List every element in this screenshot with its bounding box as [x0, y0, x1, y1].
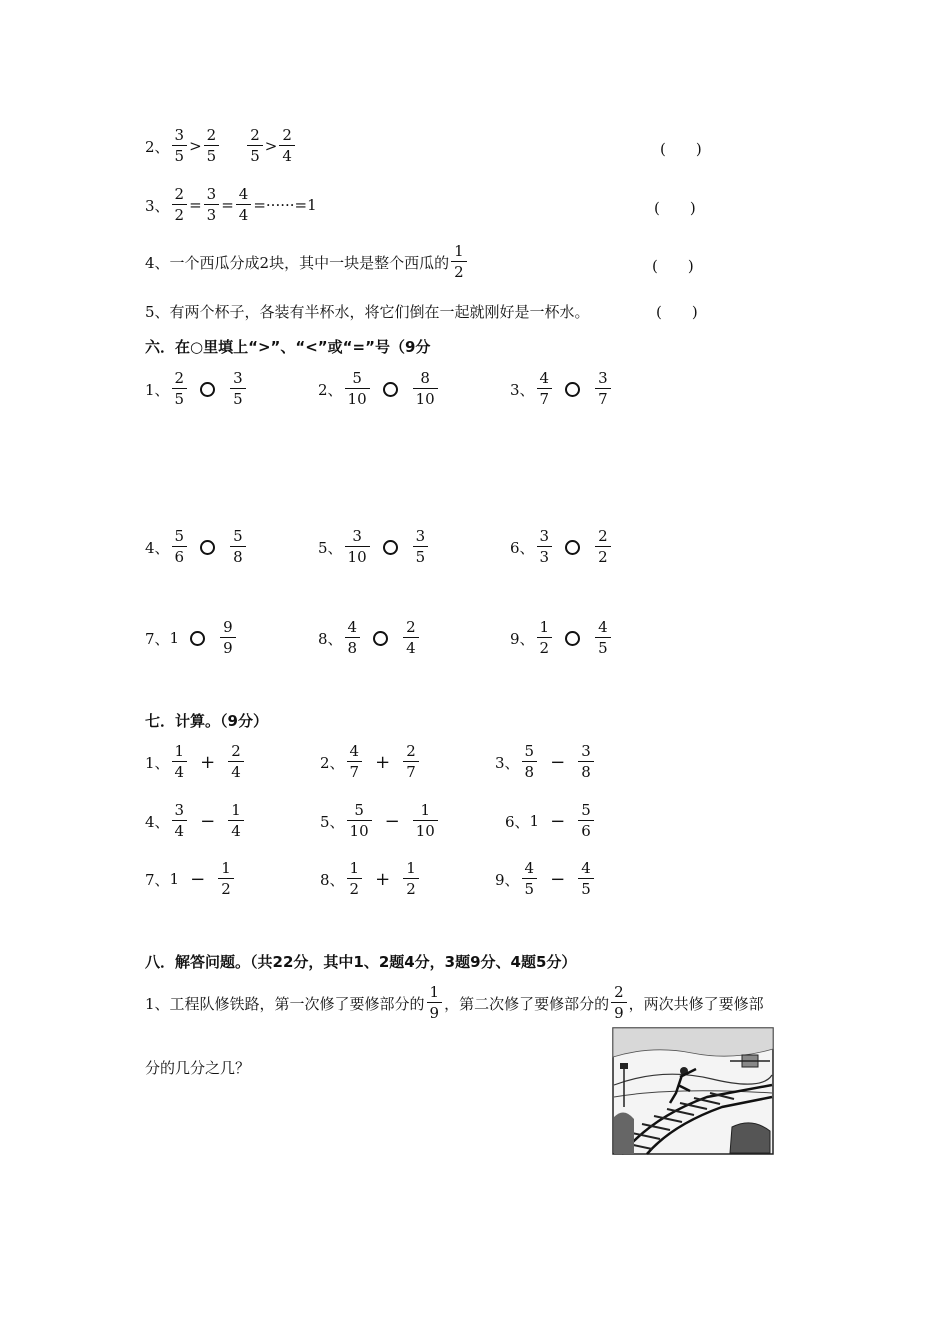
equals-sign: = [189, 196, 202, 214]
fraction: $\frac{5}{8}$ [230, 529, 246, 565]
fraction: $\frac{4}{5}$ [522, 861, 538, 897]
fraction: $\frac{2}{4}$ [279, 128, 295, 164]
equals-sign: = [221, 196, 234, 214]
fraction: $\frac{1}{9}$ [427, 985, 443, 1021]
answer-circle[interactable] [200, 540, 215, 555]
fraction: $\frac{4}{7}$ [537, 371, 553, 407]
greater-sign: > [189, 137, 202, 155]
railway-illustration [612, 1027, 774, 1155]
judge-item-3 [145, 187, 317, 223]
calc-item-6 [505, 803, 596, 839]
answer-circle[interactable] [373, 631, 388, 646]
compare-item-6 [510, 529, 613, 565]
fraction: $\frac{3}{5}$ [230, 371, 246, 407]
fraction: $\frac{1}{4}$ [172, 744, 188, 780]
item-number: 7、 [145, 870, 170, 889]
fraction: $\frac{3}{5}$ [413, 529, 429, 565]
operator: + [375, 751, 391, 773]
item-number: 3、 [510, 380, 535, 399]
fraction: $\frac{4}{4}$ [236, 187, 252, 223]
fraction: $\frac{3}{10}$ [345, 529, 370, 565]
calc-item-8 [320, 861, 421, 897]
operator: − [550, 868, 566, 890]
fraction: $\frac{2}{2}$ [172, 187, 188, 223]
answer-circle[interactable] [190, 631, 205, 646]
compare-item-5 [318, 529, 430, 565]
item-number: 4、 [145, 812, 170, 831]
item-number: 2、 [145, 137, 170, 156]
fraction: $\frac{1}{2}$ [451, 244, 467, 280]
calc-item-9 [495, 861, 596, 897]
fraction: $\frac{1}{10}$ [413, 803, 438, 839]
section-heading-7: 七．计算。（9分） [145, 712, 268, 730]
whole-number: 1 [529, 812, 540, 830]
operator: − [550, 751, 566, 773]
calc-item-2 [320, 744, 421, 780]
fraction: $\frac{2}{2}$ [595, 529, 611, 565]
fraction: $\frac{3}{5}$ [172, 128, 188, 164]
question-text: ，第二次修了要修部分的 [444, 994, 610, 1013]
operator: + [200, 751, 216, 773]
item-number: 6、 [510, 538, 535, 557]
operator: − [200, 810, 216, 832]
fraction: $\frac{8}{10}$ [413, 371, 438, 407]
answer-circle[interactable] [565, 631, 580, 646]
fraction: $\frac{1}{4}$ [228, 803, 244, 839]
answer-circle[interactable] [200, 382, 215, 397]
question-text: 1、工程队修铁路，第一次修了要修部分的 [145, 994, 425, 1013]
fraction: $\frac{5}{10}$ [345, 371, 370, 407]
compare-item-1 [145, 371, 248, 407]
fraction: $\frac{1}{2}$ [537, 620, 553, 656]
question-text: ，两次共修了要修部 [628, 994, 764, 1013]
calc-item-7 [145, 861, 236, 897]
item-number: 7、 [145, 629, 170, 648]
operator: − [190, 868, 206, 890]
item-number: 5、 [318, 538, 343, 557]
whole-number: 1 [169, 870, 180, 888]
item-number: 9、 [510, 629, 535, 648]
operator: + [375, 868, 391, 890]
fraction: $\frac{5}{6}$ [578, 803, 594, 839]
fraction: $\frac{2}{5}$ [204, 128, 220, 164]
fraction: $\frac{5}{10}$ [347, 803, 372, 839]
judge-item-5 [145, 301, 590, 322]
problem-1 [145, 985, 764, 1021]
fraction: $\frac{5}{6}$ [172, 529, 188, 565]
greater-sign: > [264, 137, 278, 155]
answer-paren[interactable]: ( ) [656, 303, 698, 321]
fraction: $\frac{1}{2}$ [347, 861, 363, 897]
calc-item-1 [145, 744, 246, 780]
calc-item-4 [145, 803, 246, 839]
fraction: $\frac{2}{9}$ [611, 985, 627, 1021]
fraction: $\frac{2}{5}$ [172, 371, 188, 407]
whole-number: 1 [169, 629, 180, 647]
operator: − [550, 810, 566, 832]
fraction: $\frac{1}{2}$ [403, 861, 419, 897]
fraction: $\frac{4}{8}$ [345, 620, 361, 656]
fraction: $\frac{9}{9}$ [220, 620, 236, 656]
item-number: 3、 [495, 753, 520, 772]
item-number: 9、 [495, 870, 520, 889]
item-number: 5、 [145, 303, 170, 321]
item-number: 1、 [145, 753, 170, 772]
fraction: $\frac{5}{8}$ [522, 744, 538, 780]
item-number: 3、 [145, 196, 170, 215]
fraction: $\frac{3}{3}$ [537, 529, 553, 565]
answer-paren[interactable]: ( ) [660, 140, 702, 158]
fraction: $\frac{2}{5}$ [247, 128, 263, 164]
item-number: 5、 [320, 812, 345, 831]
item-number: 2、 [318, 380, 343, 399]
judge-item-2 [145, 128, 297, 164]
fraction: $\frac{1}{2}$ [218, 861, 234, 897]
compare-item-4 [145, 529, 248, 565]
fraction: $\frac{4}{7}$ [347, 744, 363, 780]
question-text: 一个西瓜分成2块，其中一块是整个西瓜的 [169, 253, 450, 272]
judge-item-4 [145, 244, 469, 280]
answer-circle[interactable] [383, 382, 398, 397]
question-text: 有两个杯子，各装有半杯水，将它们倒在一起就刚好是一杯水。 [169, 303, 590, 321]
item-number: 2、 [320, 753, 345, 772]
operator: − [384, 810, 400, 832]
calc-item-5 [320, 803, 440, 839]
compare-item-2 [318, 371, 440, 407]
calc-item-3 [495, 744, 596, 780]
item-number: 8、 [318, 629, 343, 648]
section-heading-8: 八．解答问题。（共22分，其中1、2题4分，3题9分、4题5分） [145, 953, 577, 971]
section-heading-6: 六．在○里填上“>”、“<”或“=”号（9分 [145, 338, 431, 356]
fraction: $\frac{4}{5}$ [578, 861, 594, 897]
answer-paren[interactable]: ( ) [654, 199, 696, 217]
fraction: $\frac{3}{4}$ [172, 803, 188, 839]
question-text-line2: 分的几分之几？ [145, 1059, 251, 1077]
compare-item-7 [145, 620, 238, 656]
item-number: 8、 [320, 870, 345, 889]
fraction: $\frac{2}{4}$ [228, 744, 244, 780]
fraction: $\frac{2}{4}$ [403, 620, 419, 656]
compare-item-9 [510, 620, 613, 656]
fraction: $\frac{3}{8}$ [578, 744, 594, 780]
fraction: $\frac{3}{7}$ [595, 371, 611, 407]
item-number: 1、 [145, 380, 170, 399]
sequence-tail: =······=1 [253, 196, 317, 214]
item-number: 4、 [145, 253, 170, 272]
answer-circle[interactable] [565, 540, 580, 555]
answer-paren[interactable]: ( ) [652, 257, 694, 275]
fraction: $\frac{4}{5}$ [595, 620, 611, 656]
fraction: $\frac{2}{7}$ [403, 744, 419, 780]
compare-item-3 [510, 371, 613, 407]
answer-circle[interactable] [383, 540, 398, 555]
item-number: 4、 [145, 538, 170, 557]
item-number: 6、 [505, 812, 530, 831]
fraction: $\frac{3}{3}$ [204, 187, 220, 223]
compare-item-8 [318, 620, 421, 656]
answer-circle[interactable] [565, 382, 580, 397]
